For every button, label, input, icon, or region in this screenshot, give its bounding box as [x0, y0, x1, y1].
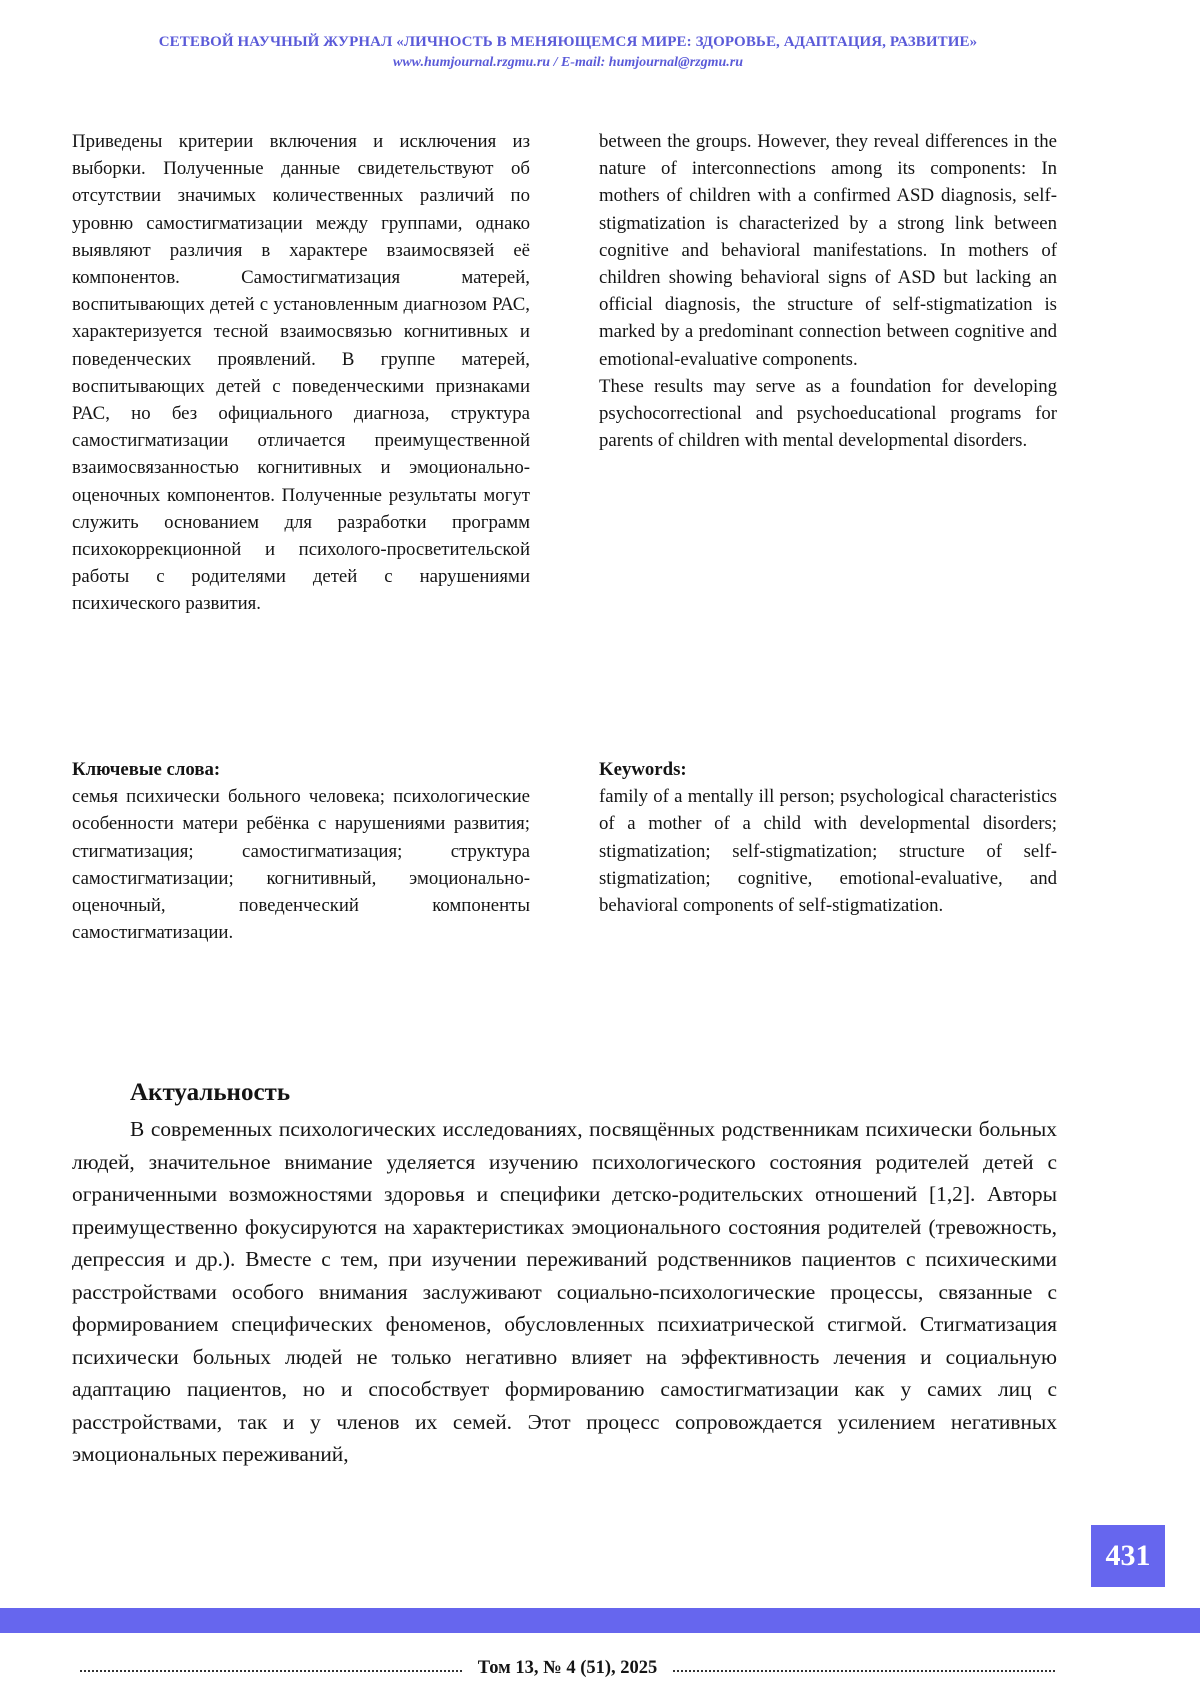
abstract-en-paragraph-1: between the groups. However, they reveal differences in the nature of interconnections among its components: In mothers of children with a confirmed ASD diagnosis, self-stigmatization is characterized by a strong link between cognitive and behavioral manifestations. In mothers of children showing behavioral signs of ASD but lacking an official diagnosis, the structure of self-stigmatization is marked by a predominant connection between cognitive and emotional-evaluative components. — [599, 131, 1057, 370]
footer-issue: Том 13, № 4 (51), 2025 — [477, 1657, 658, 1678]
footer-accent-band — [0, 1608, 1200, 1633]
abstract-ru — [72, 128, 530, 618]
abstract-ru-text: Приведены критерии включения и исключения из выборки. Полученные данные свидетельствуют об отсутствии значимых количественных различий по уровню самостигматизации между группами, однако выявляют различия в характере взаимосвязей её компонентов. Самостигматизация матерей, воспитывающих детей с установленным диагнозом РАС, характеризуется тесной взаимосвязью когнитивных и поведенческих проявлений. В группе матерей, воспитывающих детей с поведенческими признаками РАС, но без официального диагноза, структура самостигматизации отличается преимущественной взаимосвязанностью когнитивных и эмоционально-оценочных компонентов. Полученные результаты могут служить основанием для разработки программ психокоррекционной и психолого-просветительской работы с родителями детей с нарушениями психического развития. — [72, 131, 530, 615]
keywords-ru — [72, 756, 530, 946]
page-number-badge — [1091, 1525, 1165, 1587]
page-number: 431 — [1105, 1539, 1151, 1572]
keywords-en — [599, 756, 1057, 919]
footer — [80, 1657, 1055, 1679]
abstract-en — [599, 128, 1057, 454]
section-body — [72, 1113, 1057, 1471]
keywords-ru-title: Ключевые слова: — [72, 759, 221, 780]
journal-contacts: www.humjournal.rzgmu.ru / E-mail: humjournal@rzgmu.ru — [393, 55, 743, 70]
section-title: Актуальность — [130, 1079, 291, 1106]
abstract-en-paragraph-2: These results may serve as a foundation for developing psychocorrectional and psychoeducational programs for parents of children with mental developmental disorders. — [599, 375, 1057, 452]
footer-dotted-rule-left — [80, 1670, 462, 1672]
journal-title: СЕТЕВОЙ НАУЧНЫЙ ЖУРНАЛ «ЛИЧНОСТЬ В МЕНЯЮЩЕМСЯ МИРЕ: ЗДОРОВЬЕ, АДАПТАЦИЯ, РАЗВИТИЕ» — [158, 34, 978, 50]
keywords-en-title: Keywords: — [599, 759, 687, 780]
keywords-ru-text: семья психически больного человека; психологические особенности матери ребёнка с нарушениями развития; стигматизация; самостигматизация; структура самостигматизации; когнитивный, эмоционально-оценочный, поведенческий компоненты самостигматизации. — [72, 786, 530, 944]
keywords-en-text: family of a mentally ill person; psychological characteristics of a mother of a child with developmental disorders; stigmatization; self-stigmatization; structure of self-stigmatization; cognitive, emotional-evaluative, and behavioral components of self-stigmatization. — [599, 786, 1057, 917]
footer-dotted-rule-right — [673, 1670, 1055, 1672]
section-paragraph: В современных психологических исследованиях, посвящённых родственникам психически больных людей, значительное внимание уделяется изучению психологического состояния родителей детей с ограниченными возможностями здоровья и специфики детско-родительских отношений [1,2]. Авторы преимущественно фокусируются на характеристиках эмоционального состояния родителей (тревожность, депрессия и др.). Вместе с тем, при изучении переживаний родственников пациентов с психическими расстройствами особого внимания заслуживают социально-психологические процессы, связанные с формированием специфических феноменов, обусловленных психиатрической стигмой. Стигматизация психически больных людей не только негативно влияет на эффективность лечения и социальную адаптацию пациентов, но и способствует формированию самостигматизации как у самих лиц с расстройствами, так и у членов их семей. Этот процесс сопровождается усилением негативных эмоциональных переживаний, — [72, 1117, 1057, 1466]
